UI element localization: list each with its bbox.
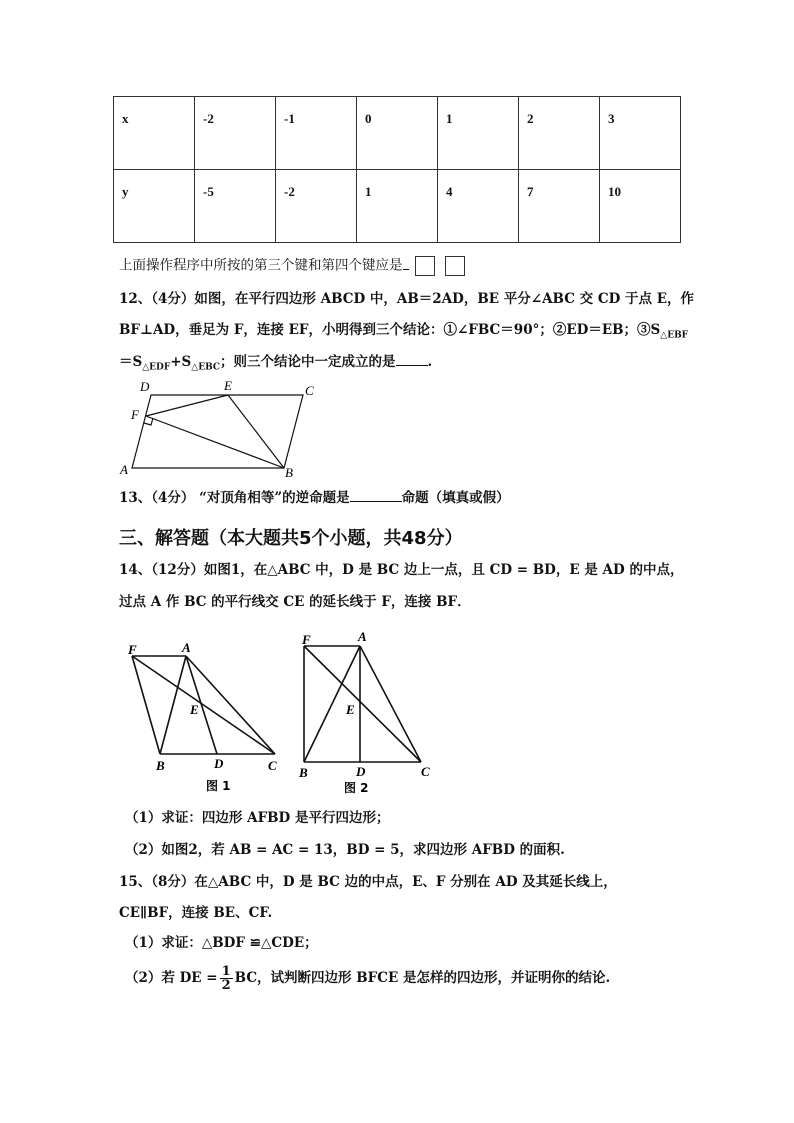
segment-ac: [360, 646, 421, 762]
label-c: C: [305, 383, 314, 398]
label-d: D: [214, 756, 224, 771]
q14-figure-2: [294, 628, 439, 798]
label-f: F: [131, 407, 139, 422]
segment-fc: [304, 646, 421, 762]
q12-line1: 12、（4分）如图，在平行四边形 ABCD 中，AB＝2AD，BE 平分∠ABC 交 CD 于点 E，作: [119, 291, 695, 307]
q12-parallelogram-figure: [110, 378, 320, 478]
label-a: A: [358, 629, 367, 644]
table-row: [114, 170, 681, 243]
label-b: B: [285, 465, 293, 478]
table-cell: x: [114, 97, 195, 170]
answer-blank: [396, 365, 428, 366]
q14-line1: 14、（12分）如图1，在△ABC 中，D 是 BC 边上一点，且 CD = BD，E 是 AD 的中点，: [119, 562, 684, 578]
table-cell: -2: [276, 170, 357, 243]
segment-ab: [160, 656, 186, 754]
table-cell: 4: [438, 170, 519, 243]
segment-fe: [146, 395, 228, 416]
label-d: D: [356, 764, 366, 779]
label-a: A: [182, 640, 191, 655]
segment-ac: [186, 656, 275, 754]
table-cell: 1: [438, 97, 519, 170]
q15-line2: CE∥BF，连接 BE、CF.: [119, 905, 273, 921]
table-cell: y: [114, 170, 195, 243]
q12-line2: BF⊥AD，垂足为 F，连接 EF，小明得到三个结论：①∠FBC＝90°；②ED＝EB；$③S_{\triangle EBF}$: [119, 322, 689, 341]
fraction-one-half: $\frac{1}{2}$: [221, 964, 231, 993]
q14-part2: （2）如图2，若 AB = AC = 13，BD = 5，求四边形 AFBD 的面积.: [125, 842, 565, 858]
section-heading: 三、解答题（本大题共5个小题，共48分）: [119, 528, 463, 549]
answer-box-2[interactable]: [445, 256, 465, 276]
table-row: [114, 97, 681, 170]
table-cell: -1: [276, 97, 357, 170]
q12-line3: $=S_{\triangle EDF}+S_{\triangle EBC}$；则三个结论中一定成立的是 .: [119, 354, 433, 373]
table-cell: 3: [600, 97, 681, 170]
label-a: A: [120, 462, 128, 477]
label-f: F: [128, 642, 137, 657]
label-e: E: [346, 702, 355, 717]
q14-part1: （1）求证：四边形 AFBD 是平行四边形；: [125, 810, 390, 826]
q13-text: 13、（4分） “对顶角相等”的逆命题是 命题（填真或假）: [119, 490, 510, 506]
table-cell: 0: [357, 97, 438, 170]
table-cell: -2: [195, 97, 276, 170]
label-c: C: [421, 764, 430, 779]
table-cell: 1: [357, 170, 438, 243]
q15-line1: 15、（8分）在△ABC 中，D 是 BC 边的中点，E、F 分别在 AD 及其延长线上，: [119, 874, 617, 890]
segment-fb: [132, 656, 160, 754]
label-f: F: [302, 632, 311, 647]
q11-text: [119, 256, 465, 276]
q15-part1: （1）求证：△BDF ≌△CDE；: [125, 935, 318, 951]
label-b: B: [156, 758, 165, 773]
label-d: D: [140, 379, 150, 394]
parallelogram-abcd: [132, 395, 303, 468]
table-cell: 2: [519, 97, 600, 170]
figure-2-caption: 图 2: [344, 781, 369, 795]
figure-1-caption: 图 1: [206, 779, 231, 793]
table-cell: -5: [195, 170, 276, 243]
answer-box-1[interactable]: [415, 256, 435, 276]
answer-blank: [403, 269, 409, 270]
answer-blank: [350, 501, 402, 502]
q14-figure-1: [120, 640, 285, 795]
table-cell: 7: [519, 170, 600, 243]
segment-fc: [132, 656, 275, 754]
q15-part2: （2）若 DE = $\frac{1}{2}$ BC，试判断四边形 BFCE 是怎样的四边形，并证明你的结论.: [125, 964, 611, 993]
label-e: E: [224, 378, 232, 393]
xy-table: [113, 96, 681, 243]
label-e: E: [190, 702, 199, 717]
q11-label: 上面操作程序中所按的第三个键和第四个键应是: [119, 257, 403, 274]
label-c: C: [268, 758, 277, 773]
label-b: B: [299, 765, 308, 780]
q14-line2: 过点 A 作 BC 的平行线交 CE 的延长线于 F，连接 BF．: [119, 594, 471, 610]
table-cell: 10: [600, 170, 681, 243]
